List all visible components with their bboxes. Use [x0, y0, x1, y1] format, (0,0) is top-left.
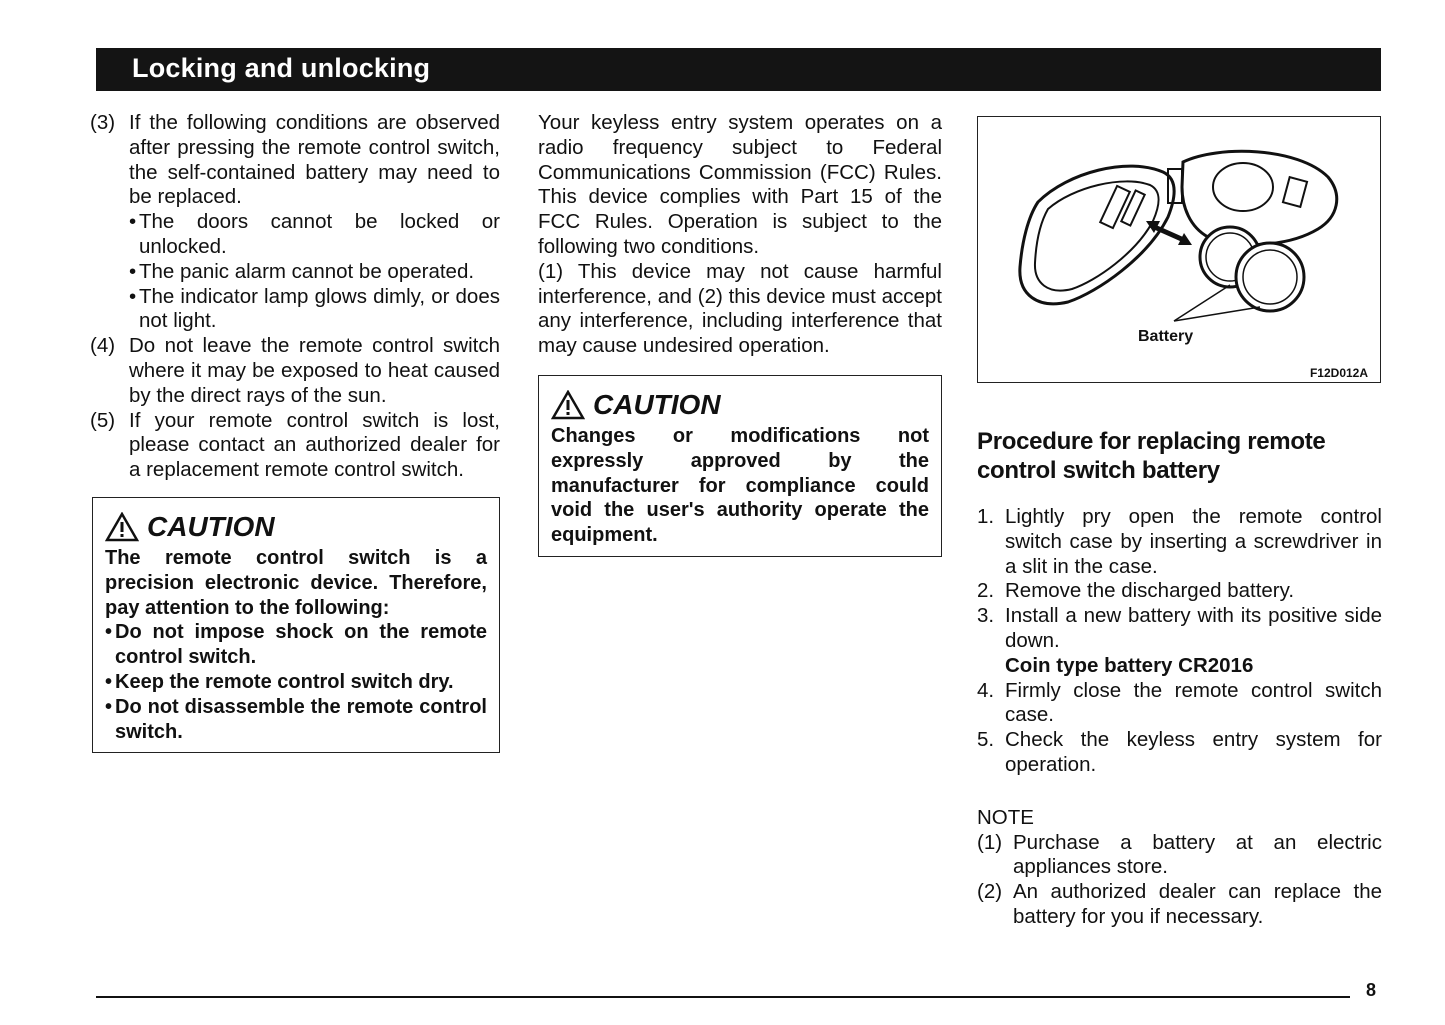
- section-header-bar: [96, 48, 1381, 91]
- bullet-mark: •: [105, 621, 113, 644]
- middle-column: [538, 111, 942, 557]
- caution-title: CAUTION: [147, 510, 275, 542]
- step-text: Lightly pry open the remote control switch case by inserting a screwdriver in a slit in the case.: [1005, 505, 1382, 578]
- warning-triangle-icon: [551, 390, 585, 420]
- procedure-steps: [977, 505, 1382, 778]
- figure-label-battery: Battery: [1138, 328, 1194, 345]
- page-number: 8: [1366, 980, 1377, 1000]
- bullet-mark: •: [105, 670, 113, 693]
- right-column: [977, 116, 1382, 930]
- bullet-item: [90, 285, 500, 335]
- note-number: (1): [977, 830, 1003, 854]
- fcc-intro-paragraph: Your keyless entry system operates on a radio frequency subject to Federal Communications Commission (FCC) Rules. This device complies with Part 15 of the FCC Rules. Operation is subject to the following two conditions.: [538, 111, 942, 258]
- caution-bullet: [105, 620, 487, 670]
- step-item: [977, 505, 1382, 579]
- caution-heading: [105, 510, 487, 544]
- caution-heading: [551, 388, 929, 422]
- caution-bullet: [105, 670, 487, 695]
- figure-code: F12D012A: [1309, 366, 1368, 380]
- step-item: [977, 579, 1382, 604]
- item-number: (3): [90, 111, 116, 134]
- bullet-mark: •: [105, 695, 113, 718]
- step-text: Remove the discharged battery.: [1005, 579, 1295, 603]
- step-item: [977, 604, 1382, 654]
- bullet-item: [90, 210, 500, 260]
- note-number: (2): [977, 880, 1003, 904]
- step-text: Install a new battery with its positive side down.: [1005, 604, 1382, 652]
- item-number: (4): [90, 334, 116, 358]
- caution-box-fcc: [538, 375, 942, 557]
- battery-figure: [977, 116, 1381, 383]
- list-item: [90, 111, 500, 210]
- caution-bullet: [105, 695, 487, 745]
- fcc-conditions-paragraph: (1) This device may not cause harmful interference, and (2) this device must accept any interference, including interference that may cause undesired operation.: [538, 259, 942, 358]
- note-text: Purchase a battery at an electric appliances store.: [1013, 830, 1382, 879]
- step-item: [977, 728, 1382, 778]
- caution-title: CAUTION: [593, 388, 721, 420]
- battery-type: Coin type battery CR2016: [1005, 653, 1254, 677]
- step-item: [977, 679, 1382, 729]
- bullet-text: The doors cannot be locked or unlocked.: [139, 210, 500, 258]
- caution-bullet-text: Do not impose shock on the remote control switch.: [115, 621, 487, 669]
- step-number: 2.: [977, 579, 995, 603]
- caution-bullet-text: Keep the remote control switch dry.: [115, 670, 454, 693]
- caution-body: [105, 546, 487, 744]
- item-text: If the following conditions are observed after pressing the remote control switch, the self-contained battery may need to be replaced.: [129, 111, 500, 209]
- bullet-text: The panic alarm cannot be operated.: [139, 259, 475, 283]
- procedure-heading: Procedure for replacing remote control switch battery: [977, 428, 1326, 484]
- step-number: 3.: [977, 604, 995, 628]
- list-item: [90, 409, 500, 483]
- item-text: If your remote control switch is lost, please contact an authorized dealer for a replacement remote control switch.: [129, 408, 500, 482]
- section-title-header: Locking and unlocking: [132, 53, 431, 83]
- note-text: An authorized dealer can replace the battery for you if necessary.: [1013, 880, 1382, 928]
- bullet-mark: •: [129, 259, 137, 283]
- caution-box-device: [92, 497, 500, 753]
- bullet-mark: •: [129, 210, 137, 234]
- step-number: 1.: [977, 505, 995, 528]
- list-item: [90, 334, 500, 408]
- warning-triangle-icon: [105, 512, 139, 542]
- note-item: [977, 880, 1382, 930]
- caution-bullet-text: Do not disassemble the remote control switch.: [115, 695, 487, 743]
- step-text: Firmly close the remote control switch case.: [1005, 678, 1382, 727]
- note-heading: NOTE: [977, 805, 1034, 829]
- footer-rule: [96, 996, 1350, 998]
- bullet-item: [90, 260, 500, 285]
- caution-text: Changes or modifications not expressly approved by the manufacturer for compliance could void the user's authority operate the equipment.: [551, 424, 929, 547]
- bullet-text: The indicator lamp glows dimly, or does not light.: [139, 284, 500, 333]
- caution-body: [551, 424, 929, 548]
- caution-intro: The remote control switch is a precision electronic device. Therefore, pay attention to the following:: [105, 546, 487, 619]
- note-item: [977, 831, 1382, 881]
- item-number: (5): [90, 408, 116, 432]
- bullet-mark: •: [129, 284, 137, 308]
- item-text: Do not leave the remote control switch where it may be exposed to heat caused by the direct rays of the sun.: [129, 334, 500, 407]
- step-number: 4.: [977, 678, 995, 702]
- left-column: [90, 111, 500, 753]
- step-number: 5.: [977, 728, 995, 752]
- step-text: Check the keyless entry system for operation.: [1005, 728, 1382, 776]
